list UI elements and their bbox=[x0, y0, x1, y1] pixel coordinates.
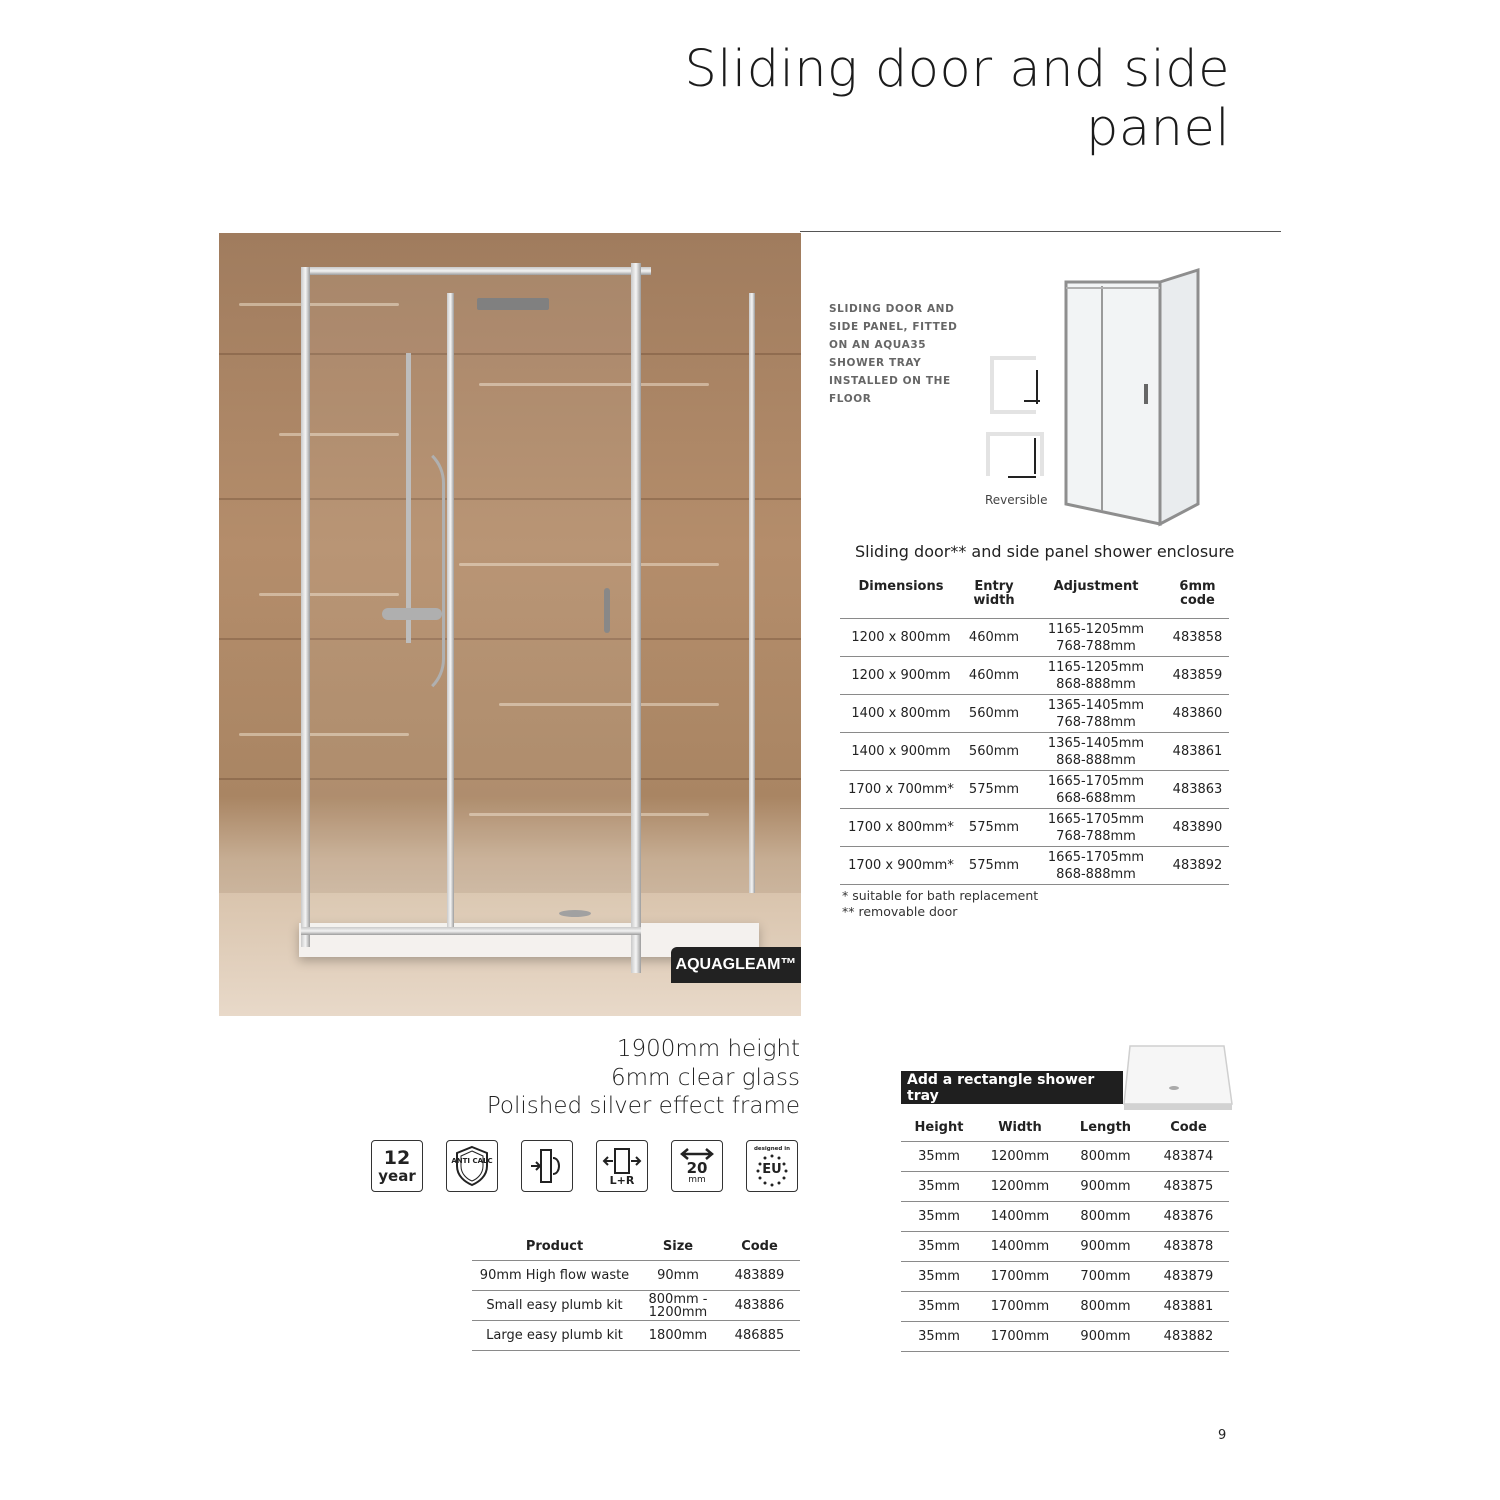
shower-tray-banner: Add a rectangle shower tray bbox=[901, 1071, 1123, 1104]
anti-calc-shield-icon: ANTI CALC bbox=[446, 1140, 498, 1192]
col-length: Length bbox=[1063, 1113, 1148, 1142]
code-cell: 483861 bbox=[1166, 733, 1229, 771]
table-row: 35mm 1700mm 900mm 483882 bbox=[901, 1322, 1229, 1352]
col-width: Width bbox=[977, 1113, 1063, 1142]
dimensions-cell: 1200 x 800mm bbox=[840, 619, 962, 657]
spec-item: 6mm clear glass bbox=[610, 1064, 800, 1091]
photo-caption: SLIDING DOOR AND SIDE PANEL, FITTED ON AN AQUA35 SHOWER TRAY INSTALLED ON THE FLOOR bbox=[829, 303, 958, 405]
page-number: 9 bbox=[1218, 1428, 1227, 1443]
col-product: Product bbox=[472, 1232, 637, 1261]
table-row: 35mm 1400mm 900mm 483878 bbox=[901, 1232, 1229, 1262]
footnote: * suitable for bath replacement bbox=[842, 888, 1039, 903]
entry-cell: 575mm bbox=[962, 809, 1026, 847]
col-entry-width: Entry width bbox=[962, 580, 1026, 619]
table-row bbox=[840, 619, 1229, 657]
col-code: Code bbox=[1148, 1113, 1229, 1142]
enclosure-title: Sliding door** and side panel shower enclosure bbox=[855, 542, 1235, 561]
accessories-table bbox=[472, 1232, 800, 1351]
code-cell: 483886 bbox=[719, 1291, 800, 1321]
adjustment-cell: 1165-1205mm 768-788mm bbox=[1026, 619, 1166, 657]
col-size: Size bbox=[637, 1232, 719, 1261]
dimensions-cell: 1700 x 800mm* bbox=[840, 809, 962, 847]
warranty-badge: 12 year bbox=[371, 1140, 423, 1192]
page-title: Sliding door and side panel bbox=[684, 40, 1230, 158]
plan-diagram-left bbox=[990, 356, 1036, 414]
table-header bbox=[901, 1113, 1229, 1142]
table-row bbox=[840, 847, 1229, 885]
adjustment-cell: 1365-1405mm 768-788mm bbox=[1026, 695, 1166, 733]
adjustment-cell: 1665-1705mm 768-788mm bbox=[1026, 809, 1166, 847]
code-cell: 483892 bbox=[1166, 847, 1229, 885]
size-cell: 800mm - 1200mm bbox=[637, 1291, 719, 1321]
aquagleam-badge: AQUAGLEAM™ bbox=[671, 947, 801, 983]
table-row bbox=[840, 695, 1229, 733]
table-row bbox=[840, 733, 1229, 771]
enclosure-table bbox=[840, 580, 1229, 885]
reversible-label: Reversible bbox=[985, 493, 1048, 507]
table-row: 35mm 1700mm 700mm 483879 bbox=[901, 1262, 1229, 1292]
removable-door-icon bbox=[521, 1140, 573, 1192]
code-cell: 483890 bbox=[1166, 809, 1229, 847]
table-header bbox=[840, 580, 1229, 619]
code-cell: 483860 bbox=[1166, 695, 1229, 733]
table-row bbox=[472, 1321, 800, 1351]
dimensions-cell: 1700 x 900mm* bbox=[840, 847, 962, 885]
divider bbox=[800, 231, 1281, 232]
code-cell: 483889 bbox=[719, 1261, 800, 1291]
dimensions-cell: 1200 x 900mm bbox=[840, 657, 962, 695]
dimensions-cell: 1400 x 800mm bbox=[840, 695, 962, 733]
size-cell: 1800mm bbox=[637, 1321, 719, 1351]
dimensions-cell: 1400 x 900mm bbox=[840, 733, 962, 771]
entry-cell: 460mm bbox=[962, 657, 1026, 695]
table-row bbox=[472, 1261, 800, 1291]
code-cell: 483858 bbox=[1166, 619, 1229, 657]
plan-diagram-right bbox=[986, 432, 1044, 476]
product-cell: 90mm High flow waste bbox=[472, 1261, 637, 1291]
adjustment-cell: 1165-1205mm 868-888mm bbox=[1026, 657, 1166, 695]
product-cell: Large easy plumb kit bbox=[472, 1321, 637, 1351]
table-row bbox=[840, 809, 1229, 847]
code-cell: 483859 bbox=[1166, 657, 1229, 695]
shower-tray-image bbox=[1122, 1044, 1234, 1110]
entry-cell: 560mm bbox=[962, 695, 1026, 733]
shower-tray-table bbox=[901, 1113, 1229, 1352]
code-cell: 483863 bbox=[1166, 771, 1229, 809]
adjustment-cell: 1365-1405mm 868-888mm bbox=[1026, 733, 1166, 771]
spec-item: Polished silver effect frame bbox=[486, 1093, 800, 1119]
enclosure-illustration bbox=[1062, 266, 1228, 529]
col-dimensions: Dimensions bbox=[840, 580, 962, 619]
table-header bbox=[472, 1232, 800, 1261]
feature-badges bbox=[371, 1140, 801, 1195]
left-right-icon: L+R bbox=[596, 1140, 648, 1192]
table-row bbox=[472, 1291, 800, 1321]
entry-cell: 560mm bbox=[962, 733, 1026, 771]
col-code: Code bbox=[719, 1232, 800, 1261]
product-cell: Small easy plumb kit bbox=[472, 1291, 637, 1321]
table-row: 35mm 1200mm 900mm 483875 bbox=[901, 1172, 1229, 1202]
spec-item: 1900mm height bbox=[616, 1036, 800, 1062]
adjustment-icon: 20 mm bbox=[671, 1140, 723, 1192]
entry-cell: 460mm bbox=[962, 619, 1026, 657]
adjustment-cell: 1665-1705mm 868-888mm bbox=[1026, 847, 1166, 885]
dimensions-cell: 1700 x 700mm* bbox=[840, 771, 962, 809]
table-row: 35mm 1400mm 800mm 483876 bbox=[901, 1202, 1229, 1232]
entry-cell: 575mm bbox=[962, 847, 1026, 885]
size-cell: 90mm bbox=[637, 1261, 719, 1291]
table-row bbox=[840, 771, 1229, 809]
adjustment-cell: 1665-1705mm 668-688mm bbox=[1026, 771, 1166, 809]
product-photo bbox=[219, 233, 801, 1016]
footnotes bbox=[842, 888, 1038, 920]
table-row: 35mm 1700mm 800mm 483881 bbox=[901, 1292, 1229, 1322]
spec-list bbox=[420, 1035, 800, 1121]
code-cell: 486885 bbox=[719, 1321, 800, 1351]
col-adjustment: Adjustment bbox=[1026, 580, 1166, 619]
table-row bbox=[840, 657, 1229, 695]
entry-cell: 575mm bbox=[962, 771, 1026, 809]
footnote: ** removable door bbox=[842, 904, 958, 919]
col-height: Height bbox=[901, 1113, 977, 1142]
eu-stars-icon: designed in EU bbox=[746, 1140, 798, 1192]
table-row: 35mm 1200mm 800mm 483874 bbox=[901, 1142, 1229, 1172]
col-code: 6mm code bbox=[1166, 580, 1229, 619]
